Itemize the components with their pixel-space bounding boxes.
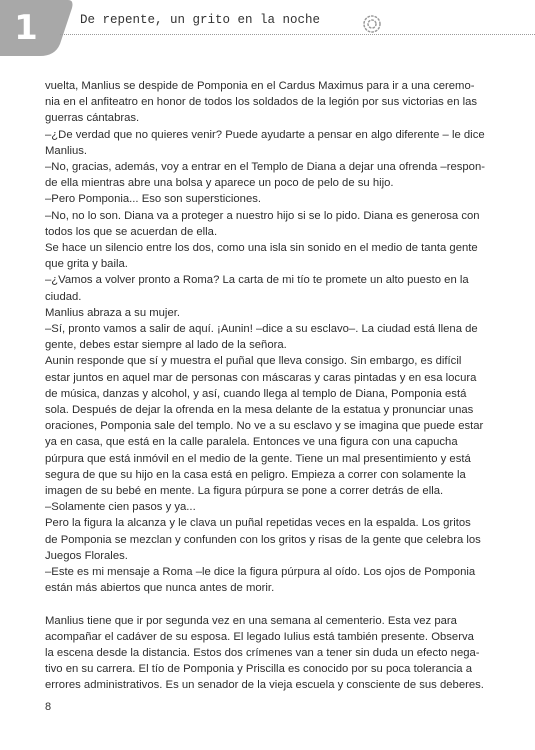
- chapter-number: 1: [14, 8, 38, 48]
- text-line: –No, gracias, además, voy a entrar en el Templo de Diana a dejar una ofrenda –respon-: [45, 161, 486, 174]
- text-line: oraciones, Pomponia sale del templo. No ve a su esclavo y se imagina que puede estar: [45, 420, 484, 433]
- text-line: Manlius tiene que ir por segunda vez en una semana al cementerio. Esta vez para: [45, 614, 457, 627]
- closing-paragraph: [45, 613, 484, 694]
- text-line: Pero la figura la alcanza y le clava un puñal repetidas veces en la espalda. Los gritos: [45, 517, 471, 530]
- paragraph: [45, 78, 478, 127]
- text-line: –¿Vamos a volver pronto a Roma? La carta de mi tío te promete un alto puesto en la: [45, 274, 469, 287]
- text-line: de ella mientras abre una bolsa y aparece un poco de pelo de su hijo.: [45, 177, 394, 190]
- text-line: la escena desde la distancia. Estos dos crímenes van a tener sin duda un efecto nega-: [45, 646, 480, 659]
- running-title: De repente, un grito en la noche: [80, 13, 321, 27]
- text-line: Aunin responde que sí y muestra el puñal que lleva consigo. Sin embargo, es difícil: [45, 355, 462, 368]
- page-number: 8: [45, 701, 52, 713]
- text-line: –¿De verdad que no quieres venir? Puede ayudarte a pensar en algo diferente – le dice: [45, 128, 485, 141]
- paragraph: [45, 321, 478, 353]
- text-line: Manlius.: [45, 144, 88, 157]
- paragraph-gap: [45, 597, 475, 613]
- text-line: segura de que su hijo en la casa está en peligro. Empieza a correr con solamente la: [45, 468, 466, 481]
- paragraph: [45, 191, 475, 207]
- text-line: ciudad.: [45, 290, 82, 303]
- text-line: vuelta, Manlius se despide de Pomponia en el Cardus Maximus para ir a una ceremo-: [45, 80, 475, 92]
- text-line: Se hace un silencio entre los dos, como una isla sin sonido en el medio de tanta gente: [45, 242, 478, 255]
- text-line: que grita y baila.: [45, 258, 128, 271]
- text-line: púrpura que está inmóvil en el medio de la gente. Tiene un mal presentimiento y está: [45, 452, 471, 465]
- paragraph: [45, 272, 475, 304]
- text-line: –Solamente cien pasos y ya...: [45, 501, 196, 514]
- text-line: tivo en su carrera. El tío de Pomponia y Priscilla es conocido por su poca tolerancia a: [45, 663, 472, 676]
- text-line: de música, danzas y alcohol, y así, cuando llega al templo de Diana, Pomponia está: [45, 387, 467, 400]
- text-line: están más abiertos que nunca antes de morir.: [45, 582, 275, 595]
- text-line: Juegos Florales.: [45, 549, 128, 562]
- text-line: –Este es mi mensaje a Roma –le dice la figura púrpura al oído. Los ojos de Pomponia: [45, 566, 476, 579]
- text-line: de Pomponia se mezclan y confunden con los gritos y risas de la gente que celebra los: [45, 533, 481, 546]
- paragraph: [45, 353, 484, 499]
- paragraph: [45, 208, 480, 240]
- text-line: Manlius abraza a su mujer.: [45, 306, 180, 319]
- paragraph: [45, 564, 475, 596]
- page-body-text: [45, 78, 486, 694]
- text-line: sola. Después de dejar la ofrenda en la mesa delante de la estatua y pronunciar unas: [45, 404, 474, 417]
- text-line: –Sí, pronto vamos a salir de aquí. ¡Aunin! –dice a su esclavo–. La ciudad está llena de: [45, 323, 478, 336]
- paragraph: [45, 305, 475, 321]
- decorative-dots-icon: [360, 12, 384, 36]
- paragraph: [45, 127, 485, 159]
- paragraph: [45, 499, 475, 515]
- text-line: todos los que se acuerdan de ella.: [45, 225, 218, 238]
- text-line: imagen de su bebé en mente. La figura púrpura se pone a correr detrás de ella.: [45, 485, 444, 498]
- paragraph: [45, 159, 486, 191]
- text-line: –No, no lo son. Diana va a proteger a nuestro hijo si se lo pido. Diana es generosa con: [45, 209, 480, 222]
- text-line: guerras cántabras.: [45, 112, 140, 125]
- page-header: [0, 0, 535, 60]
- paragraph: [45, 240, 478, 272]
- text-line: –Pero Pomponia... Eso son supersticiones.: [45, 193, 262, 206]
- text-line: estar juntos en aquel mar de personas con máscaras y caras pintadas y en esa locura: [45, 371, 477, 384]
- text-line: ya en casa, que está en la calle paralela. Entonces ve una figura con una capucha: [45, 436, 458, 449]
- header-divider: [60, 34, 535, 35]
- text-line: gente, debes estar siempre al lado de la señora.: [45, 339, 287, 352]
- paragraph: [45, 515, 481, 564]
- text-line: acompañar el cadáver de su esposa. El legado Iulius está también presente. Observa: [45, 630, 474, 643]
- text-line: errores administrativos. Es un senador de la vieja escuela y consciente de sus deberes.: [45, 679, 484, 692]
- text-line: nia en el anfiteatro en honor de todos los soldados de la legión por sus victorias en las: [45, 96, 478, 109]
